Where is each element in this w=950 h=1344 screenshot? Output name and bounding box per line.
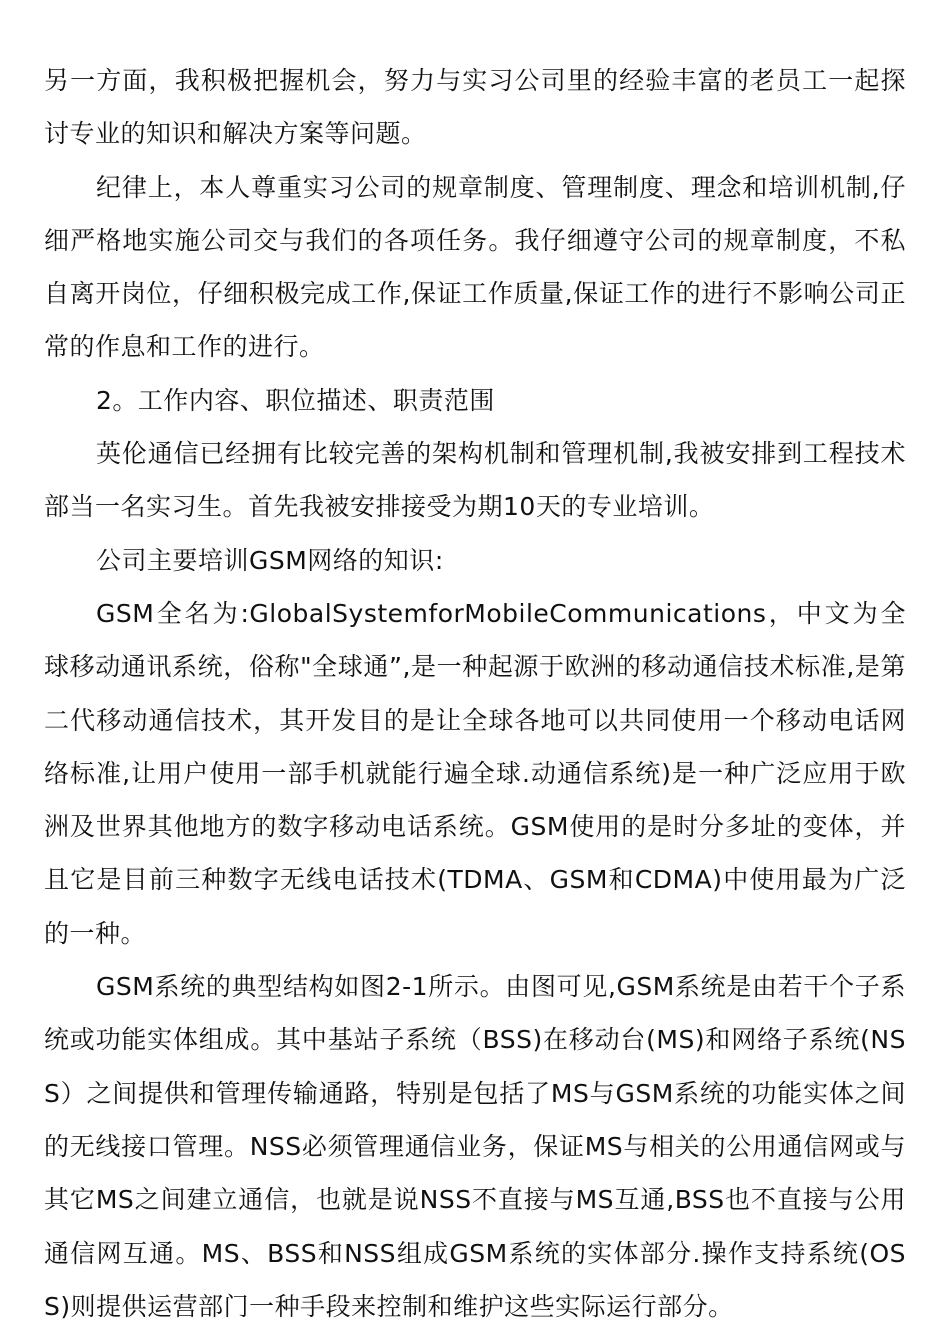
section-heading: 2。工作内容、职位描述、职责范围 [96, 385, 495, 415]
paragraph-gsm-definition: GSM全名为:GlobalSystemforMobileCommunications，中文为全球移动通讯系统，俗称"全球通”,是一种起源于欧洲的移动通信技术标准,是第二代移动通信技术，其开发目的是让全球各地可以共同使用一个移动电话网络标准,让用户使用一部手机就能行遍全球.动通信系统)是一种广泛应用于欧洲及世界其他地方的数字移动电话系统。GSM使用的是时分多址的变体，并且它是目前三种数字无线电话技术(TDMA、GSM和CDMA)中使用最为广泛的一种。 [44, 598, 906, 948]
document-page [44, 54, 906, 1333]
paragraph-training: 公司主要培训GSM网络的知识: [96, 545, 444, 575]
paragraph-discipline: 纪律上，本人尊重实习公司的规章制度、管理制度、理念和培训机制,仔细严格地实施公司交与我们的各项任务。我仔细遵守公司的规章制度，不私自离开岗位，仔细积极完成工作,保证工作质量,保证工作的进行不影响公司正常的作息和工作的进行。 [44, 172, 906, 362]
paragraph-opportunity: 另一方面，我积极把握机会，努力与实习公司里的经验丰富的老员工一起探讨专业的知识和解决方案等问题。 [44, 66, 906, 149]
paragraph-gsm-structure: GSM系统的典型结构如图2-1所示。由图可见,GSM系统是由若干个子系统或功能实体组成。其中基站子系统（BSS)在移动台(MS)和网络子系统(NSS）之间提供和管理传输通路，特别是包括了MS与GSM系统的功能实体之间的无线接口管理。NSS必须管理通信业务，保证MS与相关的公用通信网或与其它MS之间建立通信，也就是说NSS不直接与MS互通,BSS也不直接与公用通信网互通。MS、BSS和NSS组成GSM系统的实体部分.操作支持系统(OSS)则提供运营部门一种手段来控制和维护这些实际运行部分。 [44, 972, 906, 1321]
paragraph-assignment: 英伦通信已经拥有比较完善的架构机制和管理机制,我被安排到工程技术部当一名实习生。首先我被安排接受为期10天的专业培训。 [44, 439, 906, 522]
